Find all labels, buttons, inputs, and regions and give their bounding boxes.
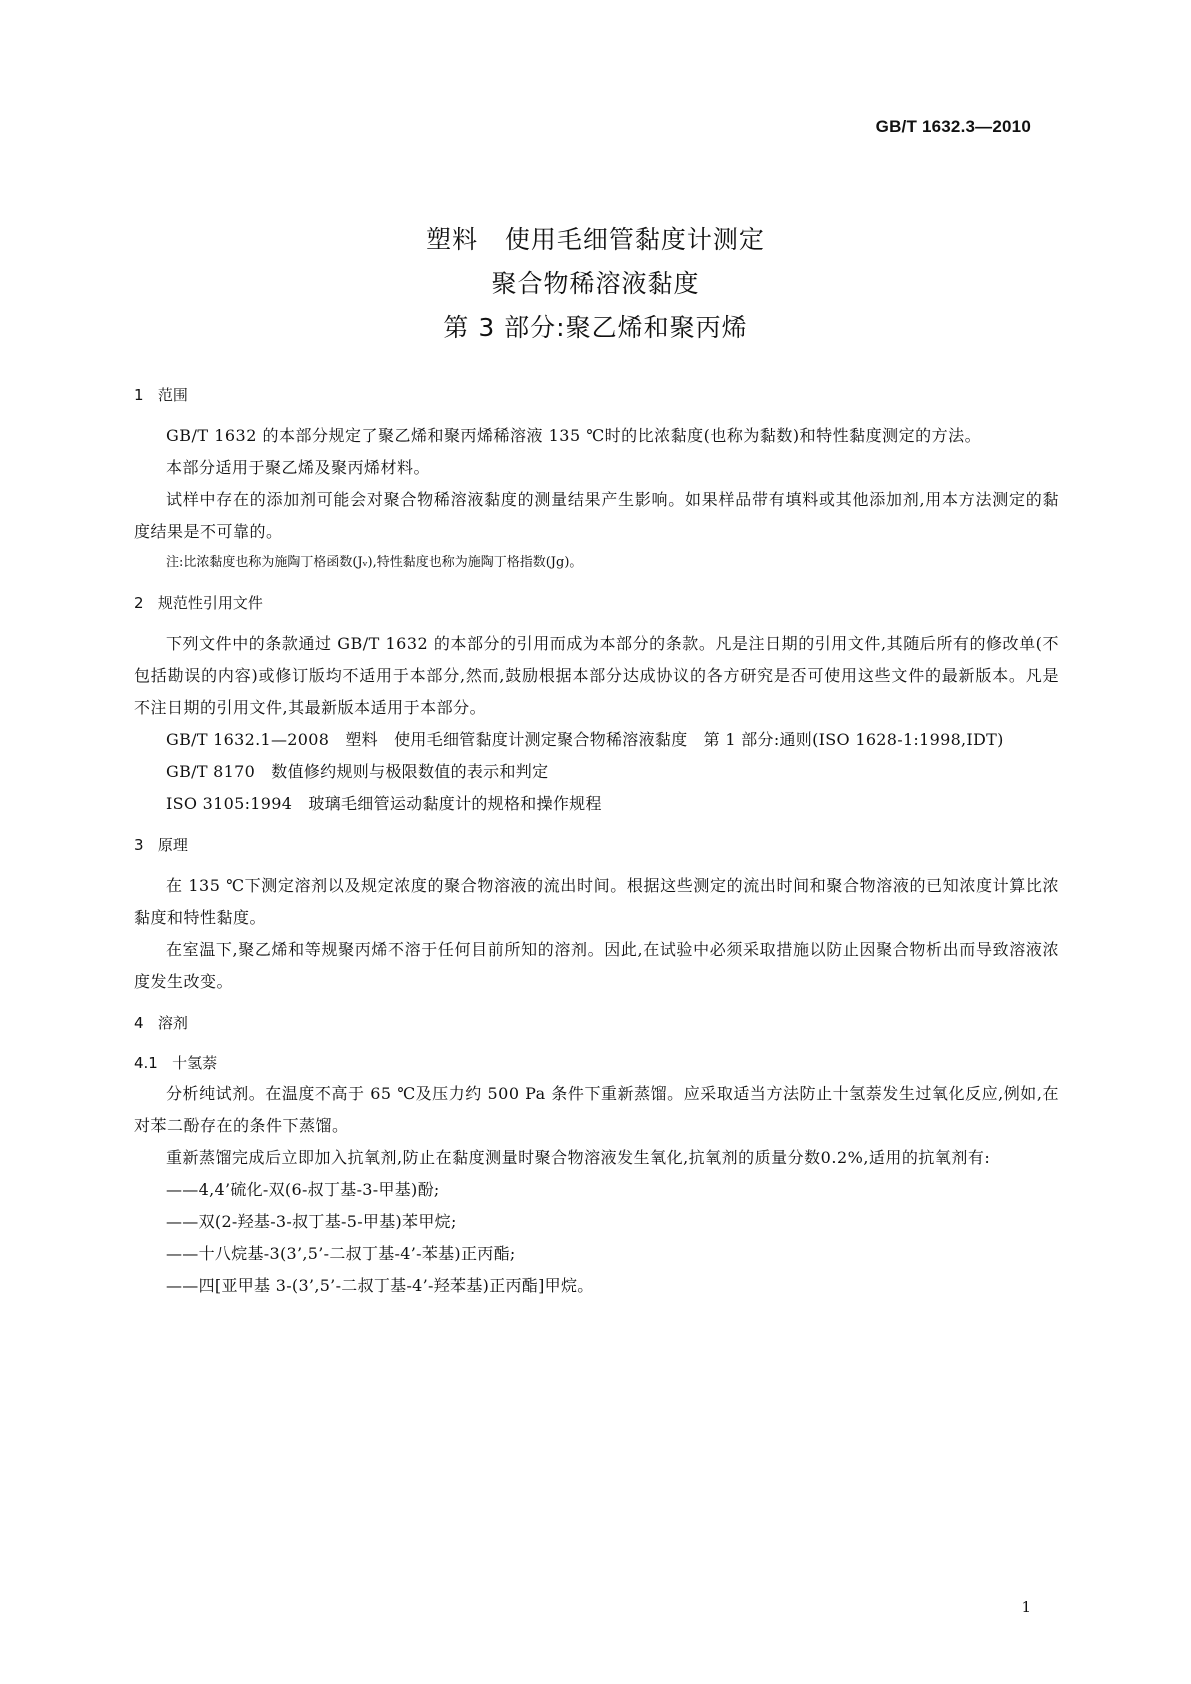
document-body [134,380,1059,1302]
title-line-2: 聚合物稀溶液黏度 [491,269,700,298]
list-item: ——十八烷基-3(3’,5’-二叔丁基-4’-苯基)正丙酯; [166,1244,516,1263]
title-line-1: 塑料 使用毛细管黏度计测定 [426,225,765,254]
paragraph: 本部分适用于聚乙烯及聚丙烯材料。 [166,458,431,477]
page-number: 1 [1021,1598,1031,1616]
paragraph: 下列文件中的条款通过 GB/T 1632 的本部分的引用而成为本部分的条款。凡是注日期的引用文件,其随后所有的修改单(不包括勘误的内容)或修订版均不适用于本部分,然而,鼓励根据本部分达成协议的各方研究是否可使用这些文件的最新版本。凡是不注日期的引用文件,其最新版本适用于本部分。 [134,634,1059,717]
section-heading-normative-references: 2 规范性引用文件 [134,594,263,612]
paragraph: 试样中存在的添加剂可能会对聚合物稀溶液黏度的测量结果产生影响。如果样品带有填料或其他添加剂,用本方法测定的黏度结果是不可靠的。 [134,490,1059,541]
paragraph: 分析纯试剂。在温度不高于 65 ℃及压力约 500 Pa 条件下重新蒸馏。应采取适当方法防止十氢萘发生过氧化反应,例如,在对苯二酚存在的条件下蒸馏。 [134,1084,1059,1135]
document-title [0,218,1191,350]
paragraph: 在 135 ℃下测定溶剂以及规定浓度的聚合物溶液的流出时间。根据这些测定的流出时间和聚合物溶液的已知浓度计算比浓黏度和特性黏度。 [134,876,1059,927]
reference-item: GB/T 1632.1—2008 塑料 使用毛细管黏度计测定聚合物稀溶液黏度 第 1 部分:通则(ISO 1628-1:1998,IDT) [166,730,1004,749]
title-line-3: 第 3 部分:聚乙烯和聚丙烯 [443,313,748,342]
section-heading-scope: 1 范围 [134,386,188,404]
reference-item: GB/T 8170 数值修约规则与极限数值的表示和判定 [166,762,549,781]
list-item: ——四[亚甲基 3-(3’,5’-二叔丁基-4’-羟苯基)正丙酯]甲烷。 [166,1276,594,1295]
paragraph: GB/T 1632 的本部分规定了聚乙烯和聚丙烯稀溶液 135 ℃时的比浓黏度(也称为黏数)和特性黏度测定的方法。 [166,426,982,445]
section-heading-solvent: 4 溶剂 [134,1014,188,1032]
subsection-heading-decahydronaphthalene: 4.1 十氢萘 [134,1054,218,1072]
reference-item: ISO 3105:1994 玻璃毛细管运动黏度计的规格和操作规程 [166,794,602,813]
note: 注:比浓黏度也称为施陶丁格函数(Jᵥ),特性黏度也称为施陶丁格指数(Jg)。 [166,555,583,570]
standard-code: GB/T 1632.3—2010 [875,117,1031,136]
paragraph: 重新蒸馏完成后立即加入抗氧剂,防止在黏度测量时聚合物溶液发生氧化,抗氧剂的质量分数0.2%,适用的抗氧剂有: [166,1148,991,1167]
section-heading-principle: 3 原理 [134,836,188,854]
list-item: ——双(2-羟基-3-叔丁基-5-甲基)苯甲烷; [166,1212,457,1231]
paragraph: 在室温下,聚乙烯和等规聚丙烯不溶于任何目前所知的溶剂。因此,在试验中必须采取措施以防止因聚合物析出而导致溶液浓度发生改变。 [134,940,1059,991]
list-item: ——4,4’硫化-双(6-叔丁基-3-甲基)酚; [166,1180,440,1199]
